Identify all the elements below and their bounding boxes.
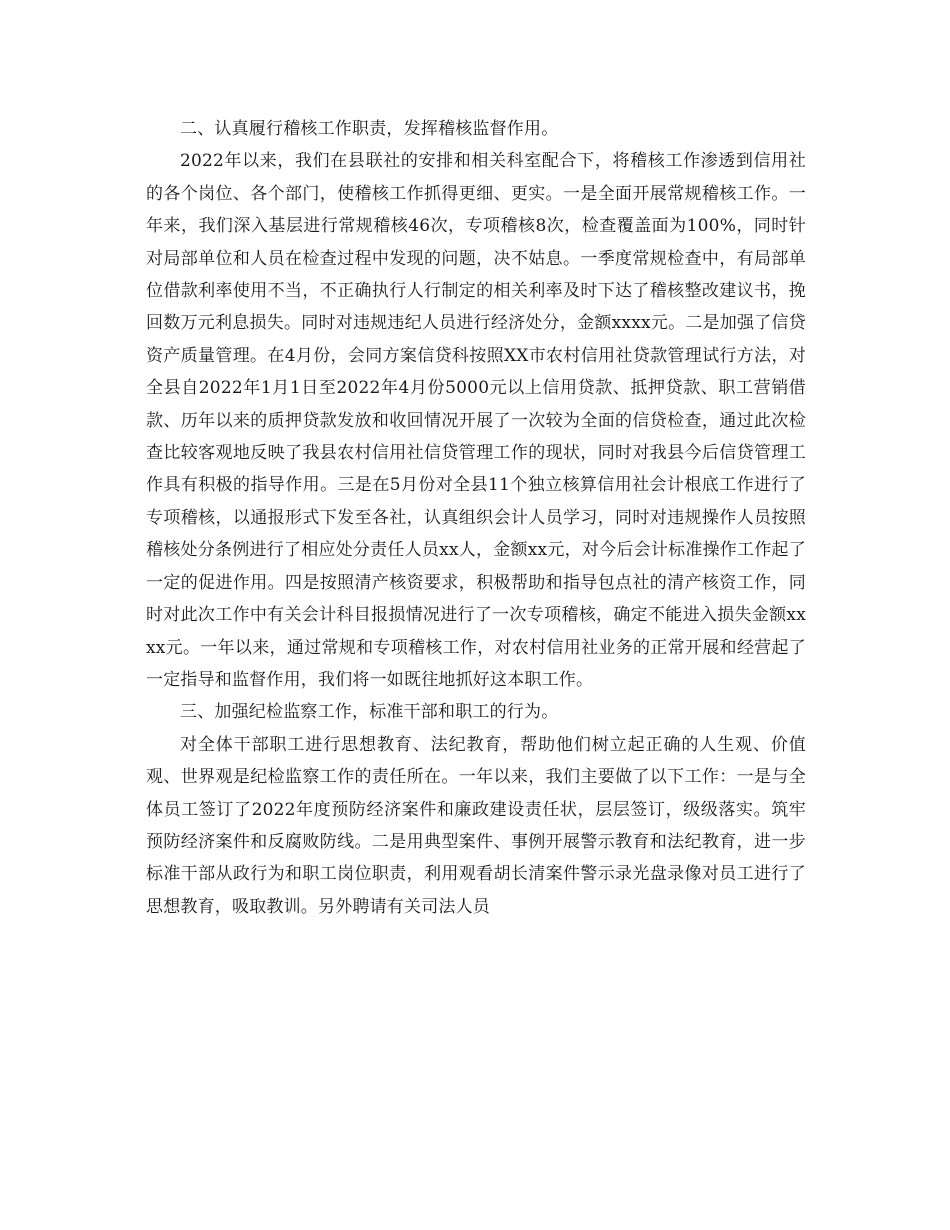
paragraph-discipline-work: 对全体干部职工进行思想教育、法纪教育，帮助他们树立起正确的人生观、价值观、世界观是纪检监察工作的责任所在。一年以来，我们主要做了以下工作：一是与全体员工签订了2022年度预防经济案件和廉政建设责任状，层层签订，级级落实。筑牢预防经济案件和反腐败防线。二是用典型案件、事例开展警示教育和法纪教育，进一步标准干部从政行为和职工岗位职责，利用观看胡长清案件警示录光盘录像对员工进行了思想教育，吸取教训。另外聘请有关司法人员 [146, 734, 806, 917]
section-heading-discipline-inspection: 三、加强纪检监察工作，标准干部和职工的行为。 [180, 702, 559, 723]
document-body [146, 113, 806, 923]
section-heading-audit-duties: 二、认真履行稽核工作职责，发挥稽核监督作用。 [180, 119, 559, 139]
paragraph-audit-work: 2022年以来，我们在县联社的安排和相关科室配合下，将稽核工作渗透到信用社的各个岗位、各个部门，使稽核工作抓得更细、更实。一是全面开展常规稽核工作。一年来，我们深入基层进行常规稽核46次，专项稽核8次，检查覆盖面为100%，同时针对局部单位和人员在检查过程中发现的问题，决不姑息。一季度常规检查中，有局部单位借款利率使用不当，不正确执行人行制定的相关利率及时下达了稽核整改建议书，挽回数万元利息损失。同时对违规违纪人员进行经济处分，金额xxxx元。二是加强了信贷资产质量管理。在4月份，会同方案信贷科按照XX市农村信用社贷款管理试行方法，对全县自2022年1月1日至2022年4月份5000元以上信用贷款、抵押贷款、职工营销借款、历年以来的质押贷款发放和收回情况开展了一次较为全面的信贷检查，通过此次检查比较客观地反映了我县农村信用社信贷管理工作的现状，同时对我县今后信贷管理工作具有积极的指导作用。三是在5月份对全县11个独立核算信用社会计根底工作进行了专项稽核，以通报形式下发至各社，认真组织会计人员学习，同时对违规操作人员按照稽核处分条例进行了相应处分责任人员xx人，金额xx元，对今后会计标准操作工作起了一定的促进作用。四是按照清产核资要求，积极帮助和指导包点社的清产核资工作，同时对此次工作中有关会计科目报损情况进行了一次专项稽核，确定不能进入损失金额xxxx元。一年以来，通过常规和专项稽核工作，对农村信用社业务的正常开展和经营起了一定指导和监督作用，我们将一如既往地抓好这本职工作。 [146, 151, 806, 690]
